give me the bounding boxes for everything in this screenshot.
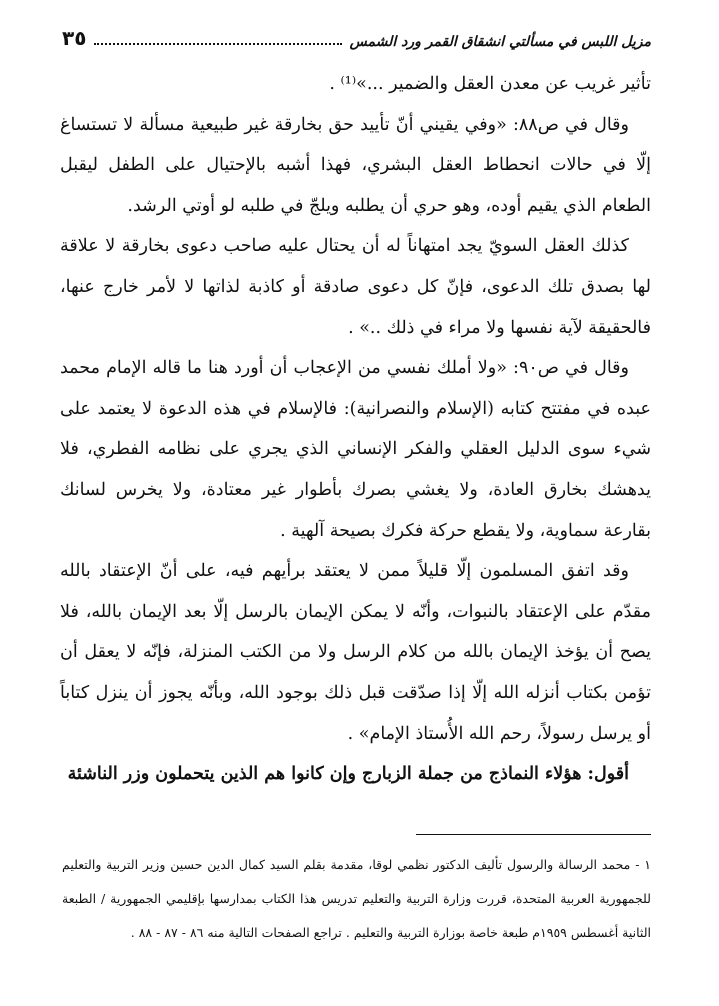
paragraph-5: وقد اتفق المسلمون إلّا قليلاً ممن لا يعتقد برأيهم فيه، على أنّ الإعتقاد بالله مقدّم على الإعتقاد بالنبوات، وأنّه لا يمكن الإيمان بالرسل إلّا بعد الإيمان بالله، فلا يصح أن يؤخذ الإيمان بالله من كلام الرسل ولا من الكتب المنزلة، فإنّه لا يعقل أن تؤمن بكتاب أنزله الله إلّا إذا صدّقت قبل ذلك بوجود الله، وبأنّه يجوز أن ينزل كتاباً أو يرسل رسولاً، رحم الله الأُستاذ الإمام» . xyxy=(60,561,651,744)
paragraph-6: أقول: هؤلاء النماذج من جملة الزبارج وإن كانوا هم الذين يتحملون وزر الناشئة xyxy=(67,764,629,785)
body-text xyxy=(60,64,651,795)
page-number: ٣٥ xyxy=(62,26,87,50)
running-title: مزيل اللبس في مسألتي انشقاق القمر ورد الشمس xyxy=(349,34,651,50)
paragraph-1: تأثير غريب عن معدن العقل والضمير ...»⁽¹⁾ . xyxy=(329,74,651,94)
paragraph-3: كذلك العقل السويّ يجد امتهاناً له أن يحتال عليه صاحب دعوى بخارقة لا علاقة لها بصدق تلك الدعوى، فإنّ كل دعوى صادقة أو كاذبة لذاتها لا لأمر خارج عنها، فالحقيقة لآية نفسها ولا مراء في ذلك ..» . xyxy=(60,236,651,338)
page-header xyxy=(62,22,651,50)
paragraph-2: وقال في ص٨٨: «وفي يقيني أنّ تأييد حق بخارقة غير طبيعية مسألة لا تستساغ إلّا في حالات انحطاط العقل البشري، فهذا أشبه بالإحتيال على الطفل ليقبل الطعام الذي يقيم أوده، وهو حري أن يطلبه ويلجّ في طلبه لو أوتي الرشد. xyxy=(60,114,651,216)
header-dot-leader xyxy=(94,43,341,45)
footnote-separator xyxy=(416,834,651,835)
paragraph-4: وقال في ص٩٠: «ولا أملك نفسي من الإعجاب أن أورد هنا ما قاله الإمام محمد عبده في مفتتح كتابه (الإسلام والنصرانية): فالإسلام في هذه الدعوة لا يعتمد على شيء سوى الدليل العقلي والفكر الإنساني الذي يجري على نظامه الفطري، فلا يدهشك بخارق العادة، ولا يغشي بصرك بأطوار غير معتادة، ولا يخرس لسانك بقارعة سماوية، ولا يقطع حركة فكرك بصيحة آلهية . xyxy=(60,358,651,541)
footnote-text: ١ - محمد الرسالة والرسول تأليف الدكتور نظمي لوقا، مقدمة بقلم السيد كمال الدين حسين وزير التربية والتعليم للجمهورية العربية المتحدة، قررت وزارة التربية والتعليم تدريس هذا الكتاب بمدارسها بإقليمي الجمهورية / الطبعة الثانية أغسطس ١٩٥٩م طبعة خاصة بوزارة التربية والتعليم . تراجع الصفحات التالية منه ٨٦ - ٨٧ - ٨٨ . xyxy=(62,857,651,940)
footnote xyxy=(62,848,651,950)
